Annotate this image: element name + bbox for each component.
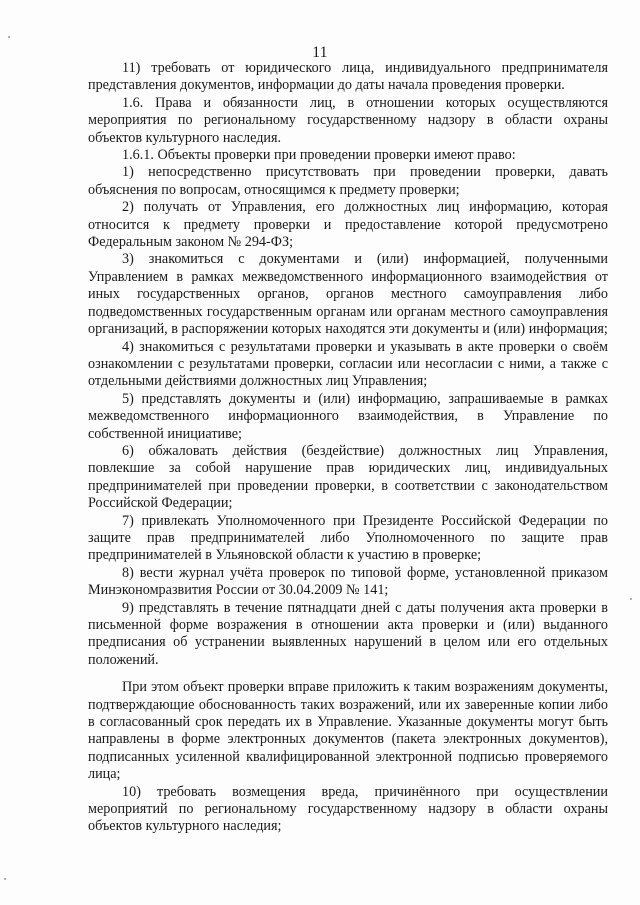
section-1-6-1-intro: 1.6.1. Объекты проверки при проведении проверки имеют право: [122, 147, 516, 164]
right-item-7: 7) привлекать Уполномоченного при Президенте Российской Федерации по защите прав предпринимателей либо Уполномоченного по защите прав предпринимателей в Ульяновской области к участию в проверке; [88, 512, 608, 564]
right-item-6: 6) обжаловать действия (бездействие) должностных лиц Управления, повлекшие за собой нарушение прав юридических лиц, индивидуальных предпринимателей при проведении проверки, в соответствии с законодательством Российской Федерации; [88, 442, 608, 512]
right-item-5: 5) представлять документы и (или) информацию, запрашиваемые в рамках межведомственного информационного взаимодействия, в Управление по собственной инициативе; [88, 390, 608, 442]
right-item-4: 4) знакомиться с результатами проверки и указывать в акте проверки о своём ознакомлении с результатами проверки, согласии или несогласии с ними, а также с отдельными действиями должностных лиц Управления; [88, 338, 608, 390]
scan-speck [630, 598, 632, 600]
objections-paragraph: При этом объект проверки вправе приложить к таким возражениям документы, подтверждающие обоснованность таких возражений, или их заверенные копии либо в согласованный срок передать их в Управление. Указанные документы могут быть направлены в форме электронных документов (пакета электронных документов), подписанных усиленной квалифицированной электронной подписью проверяемого лица; [88, 679, 608, 783]
right-item-9: 9) представлять в течение пятнадцати дней с даты получения акта проверки в письменной форме возражения в отношении акта проверки и (или) выданного предписания об устранении выявленных нарушений в целом или его отдельных положений. [88, 599, 608, 668]
right-item-8: 8) вести журнал учёта проверок по типовой форме, установленной приказом Минэкономразвития России от 30.04.2009 № 141; [88, 564, 608, 599]
scan-speck [4, 878, 6, 880]
scan-speck [8, 36, 10, 38]
right-item-3: 3) знакомиться с документами и (или) информацией, полученными Управлением в рамках межведомственного информационного взаимодействия от иных государственных органов, органов местного самоуправления либо подведомственных государственным органам или органам местного самоуправления организаций, в распоряжении которых находятся эти документы и (или) информация; [88, 251, 608, 338]
section-1-6-heading: 1.6. Права и обязанности лиц, в отношении которых осуществляются мероприятия по региональному государственному надзору в области охраны объектов культурного наследия. [88, 94, 608, 146]
right-item-1: 1) непосредственно присутствовать при проведении проверки, давать объяснения по вопросам, относящимся к предмету проверки; [88, 164, 608, 198]
page-number: 11 [312, 44, 328, 61]
right-item-10: 10) требовать возмещения вреда, причинённого при осуществлении мероприятий по региональному государственному надзору в области охраны объектов культурного наследия; [88, 783, 608, 835]
right-item-2: 2) получать от Управления, его должностных лиц информацию, которая относится к предмету проверки и предоставление которой предусмотрено Федеральным законом № 294-ФЗ; [88, 199, 608, 251]
paragraph-item-11: 11) требовать от юридического лица, индивидуального предпринимателя представления документов, информации до даты начала проведения проверки. [88, 60, 608, 94]
document-body [88, 60, 608, 836]
